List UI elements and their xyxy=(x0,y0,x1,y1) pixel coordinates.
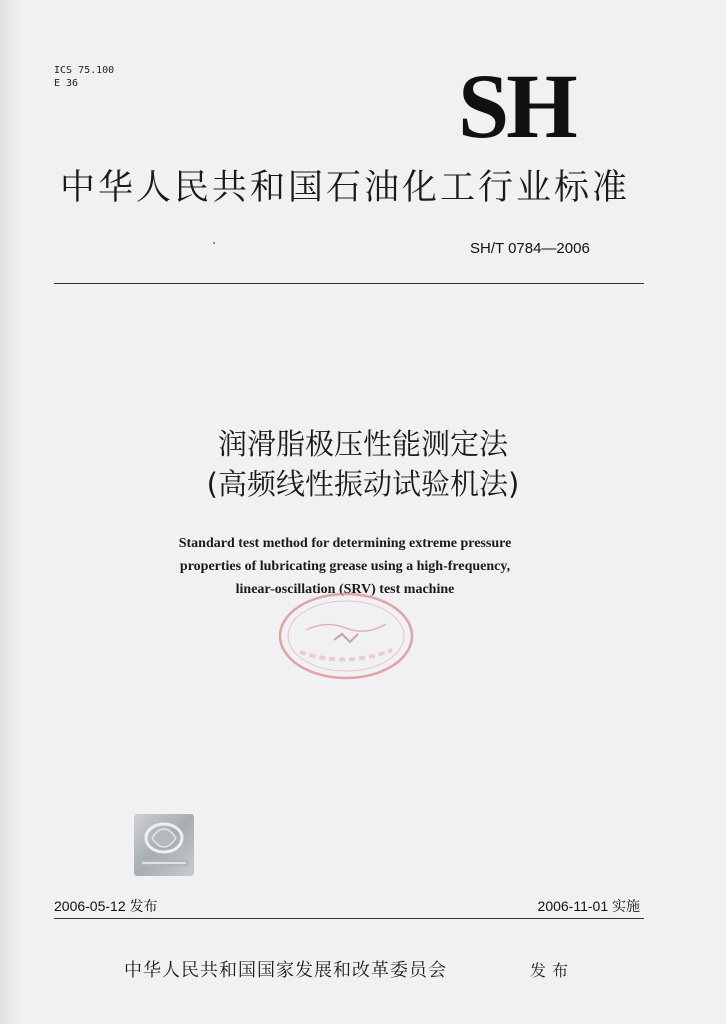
issue-date: 2006-05-12 发布 xyxy=(54,898,158,914)
ccs-code: E 36 xyxy=(54,78,79,89)
chinese-title xyxy=(0,424,726,504)
english-title-line-2: properties of lubricating grease using a high-frequency, xyxy=(179,559,511,574)
standard-number: SH/T 0784—2006 xyxy=(470,240,590,257)
publisher: 中华人民共和国国家发展和改革委员会 xyxy=(124,960,447,981)
chinese-title-line-1: 润滑脂极压性能测定法 xyxy=(217,427,508,461)
org-title: 中华人民共和国石油化工行业标准 xyxy=(60,168,631,208)
red-seal-stamp-icon xyxy=(276,590,416,682)
english-title-line-1: Standard test method for determining extreme pressure xyxy=(178,536,512,551)
ics-code: ICS 75.100 xyxy=(54,65,115,76)
anti-counterfeit-seal-icon xyxy=(132,812,196,878)
classification-codes xyxy=(54,64,114,90)
top-divider xyxy=(54,283,644,284)
scan-edge xyxy=(0,0,22,1024)
implementation-date: 2006-11-01 实施 xyxy=(537,898,640,914)
chinese-title-line-2: (高频线性振动试验机法) xyxy=(206,467,520,501)
scan-speck xyxy=(213,242,215,244)
english-title-line-3: linear-oscillation (SRV) test machine xyxy=(235,582,455,597)
publish-word: 发布 xyxy=(530,961,575,980)
bottom-divider xyxy=(54,918,644,919)
sh-logo: SH xyxy=(458,55,575,157)
